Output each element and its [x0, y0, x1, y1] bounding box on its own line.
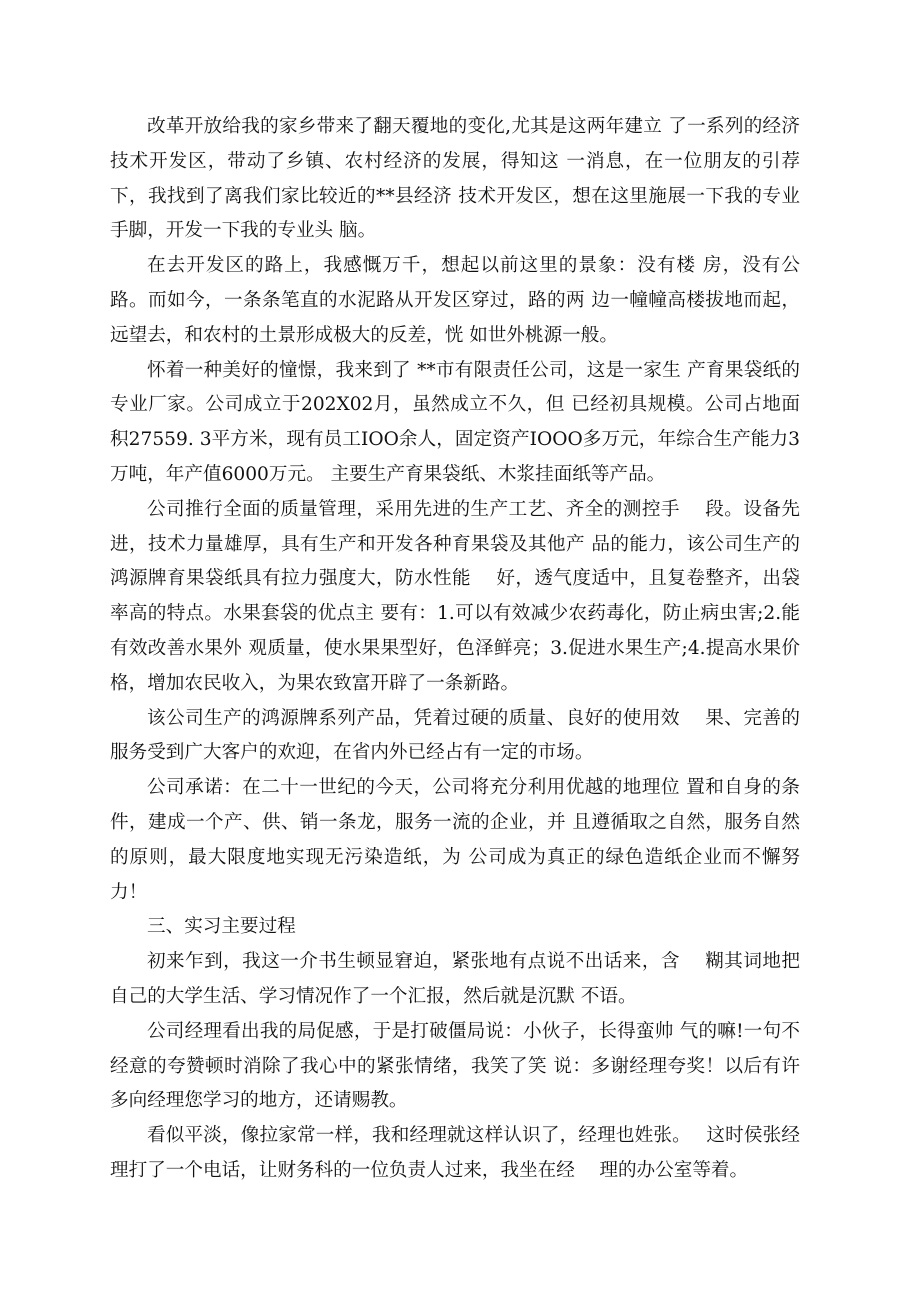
paragraph: 改革开放给我的家乡带来了翻天覆地的变化,尤其是这两年建立 了一系列的经济技术开发区，带动了乡镇、农村经济的发展，得知这 一消息，在一位朋友的引荐下，我找到了离我们家比较近的**县经济 技术开发区，想在这里施展一下我的专业手脚，开发一下我的专业头 脑。 — [110, 116, 800, 242]
paragraph: 在去开发区的路上，我感慨万千，想起以前这里的景象：没有楼 房，没有公路。而如今，一条条笔直的水泥路从开发区穿过，路的两 边一幢幢高楼拔地而起，远望去，和农村的土景形成极大的反差，恍 如世外桃源一般。 — [110, 255, 800, 346]
paragraph: 公司承诺：在二十一世纪的今天，公司将充分利用优越的地理位 置和自身的条件，建成一个产、供、销一条龙，服务一流的企业，并 且遵循取之自然，服务自然的原则，最大限度地实现无污染造纸，为 公司成为真正的绿色造纸企业而不懈努力！ — [110, 777, 800, 903]
paragraph: 看似平淡，像拉家常一样，我和经理就这样认识了，经理也姓张。 这时侯张经理打了一个电话，让财务科的一位负责人过来，我坐在经 理的办公室等着。 — [110, 1125, 800, 1181]
section-heading: 三、实习主要过程 — [147, 916, 296, 938]
paragraph: 公司推行全面的质量管理，采用先进的生产工艺、齐全的测控手 段。设备先进，技术力量雄厚，具有生产和开发各种育果袋及其他产 品的能力，该公司生产的鸿源牌育果袋纸具有拉力强度大，防水性能 好，透气度适中，且复卷整齐，出袋率高的特点。水果套袋的优点主 要有：1.可以有效减少农药毒化，防止病虫害;2.能有效改善水果外 观质量，使水果果型好，色泽鲜亮；3.促进水果生产;4.提高水果价格，增加农民收入，为果农致富开辟了一条新路。 — [110, 498, 800, 694]
paragraph: 该公司生产的鸿源牌系列产品，凭着过硬的质量、良好的使用效 果、完善的服务受到广大客户的欢迎，在省内外已经占有一定的市场。 — [110, 707, 800, 764]
document-body — [110, 110, 800, 1189]
paragraph: 怀着一种美好的憧憬，我来到了 **市有限责任公司，这是一家生 产育果袋纸的专业厂家。公司成立于202X02月，虽然成立不久，但 已经初具规模。公司占地面积27559. 3平方米，现有员工IOO余人，固定资产IOOO多万元，年综合生产能力3万吨，年产值6000万元。 主要生产育果袋纸、木浆挂面纸等产品。 — [110, 359, 800, 485]
paragraph: 公司经理看出我的局促感，于是打破僵局说：小伙子，长得蛮帅 气的嘛!一句不经意的夸赞顿时消除了我心中的紧张情绪，我笑了笑 说：多谢经理夸奖！以后有许多向经理您学习的地方，还请赐教。 — [110, 1020, 800, 1112]
paragraph: 初来乍到，我这一介书生顿显窘迫，紧张地有点说不出话来，含 糊其词地把自己的大学生活、学习情况作了一个汇报，然后就是沉默 不语。 — [110, 951, 800, 1007]
